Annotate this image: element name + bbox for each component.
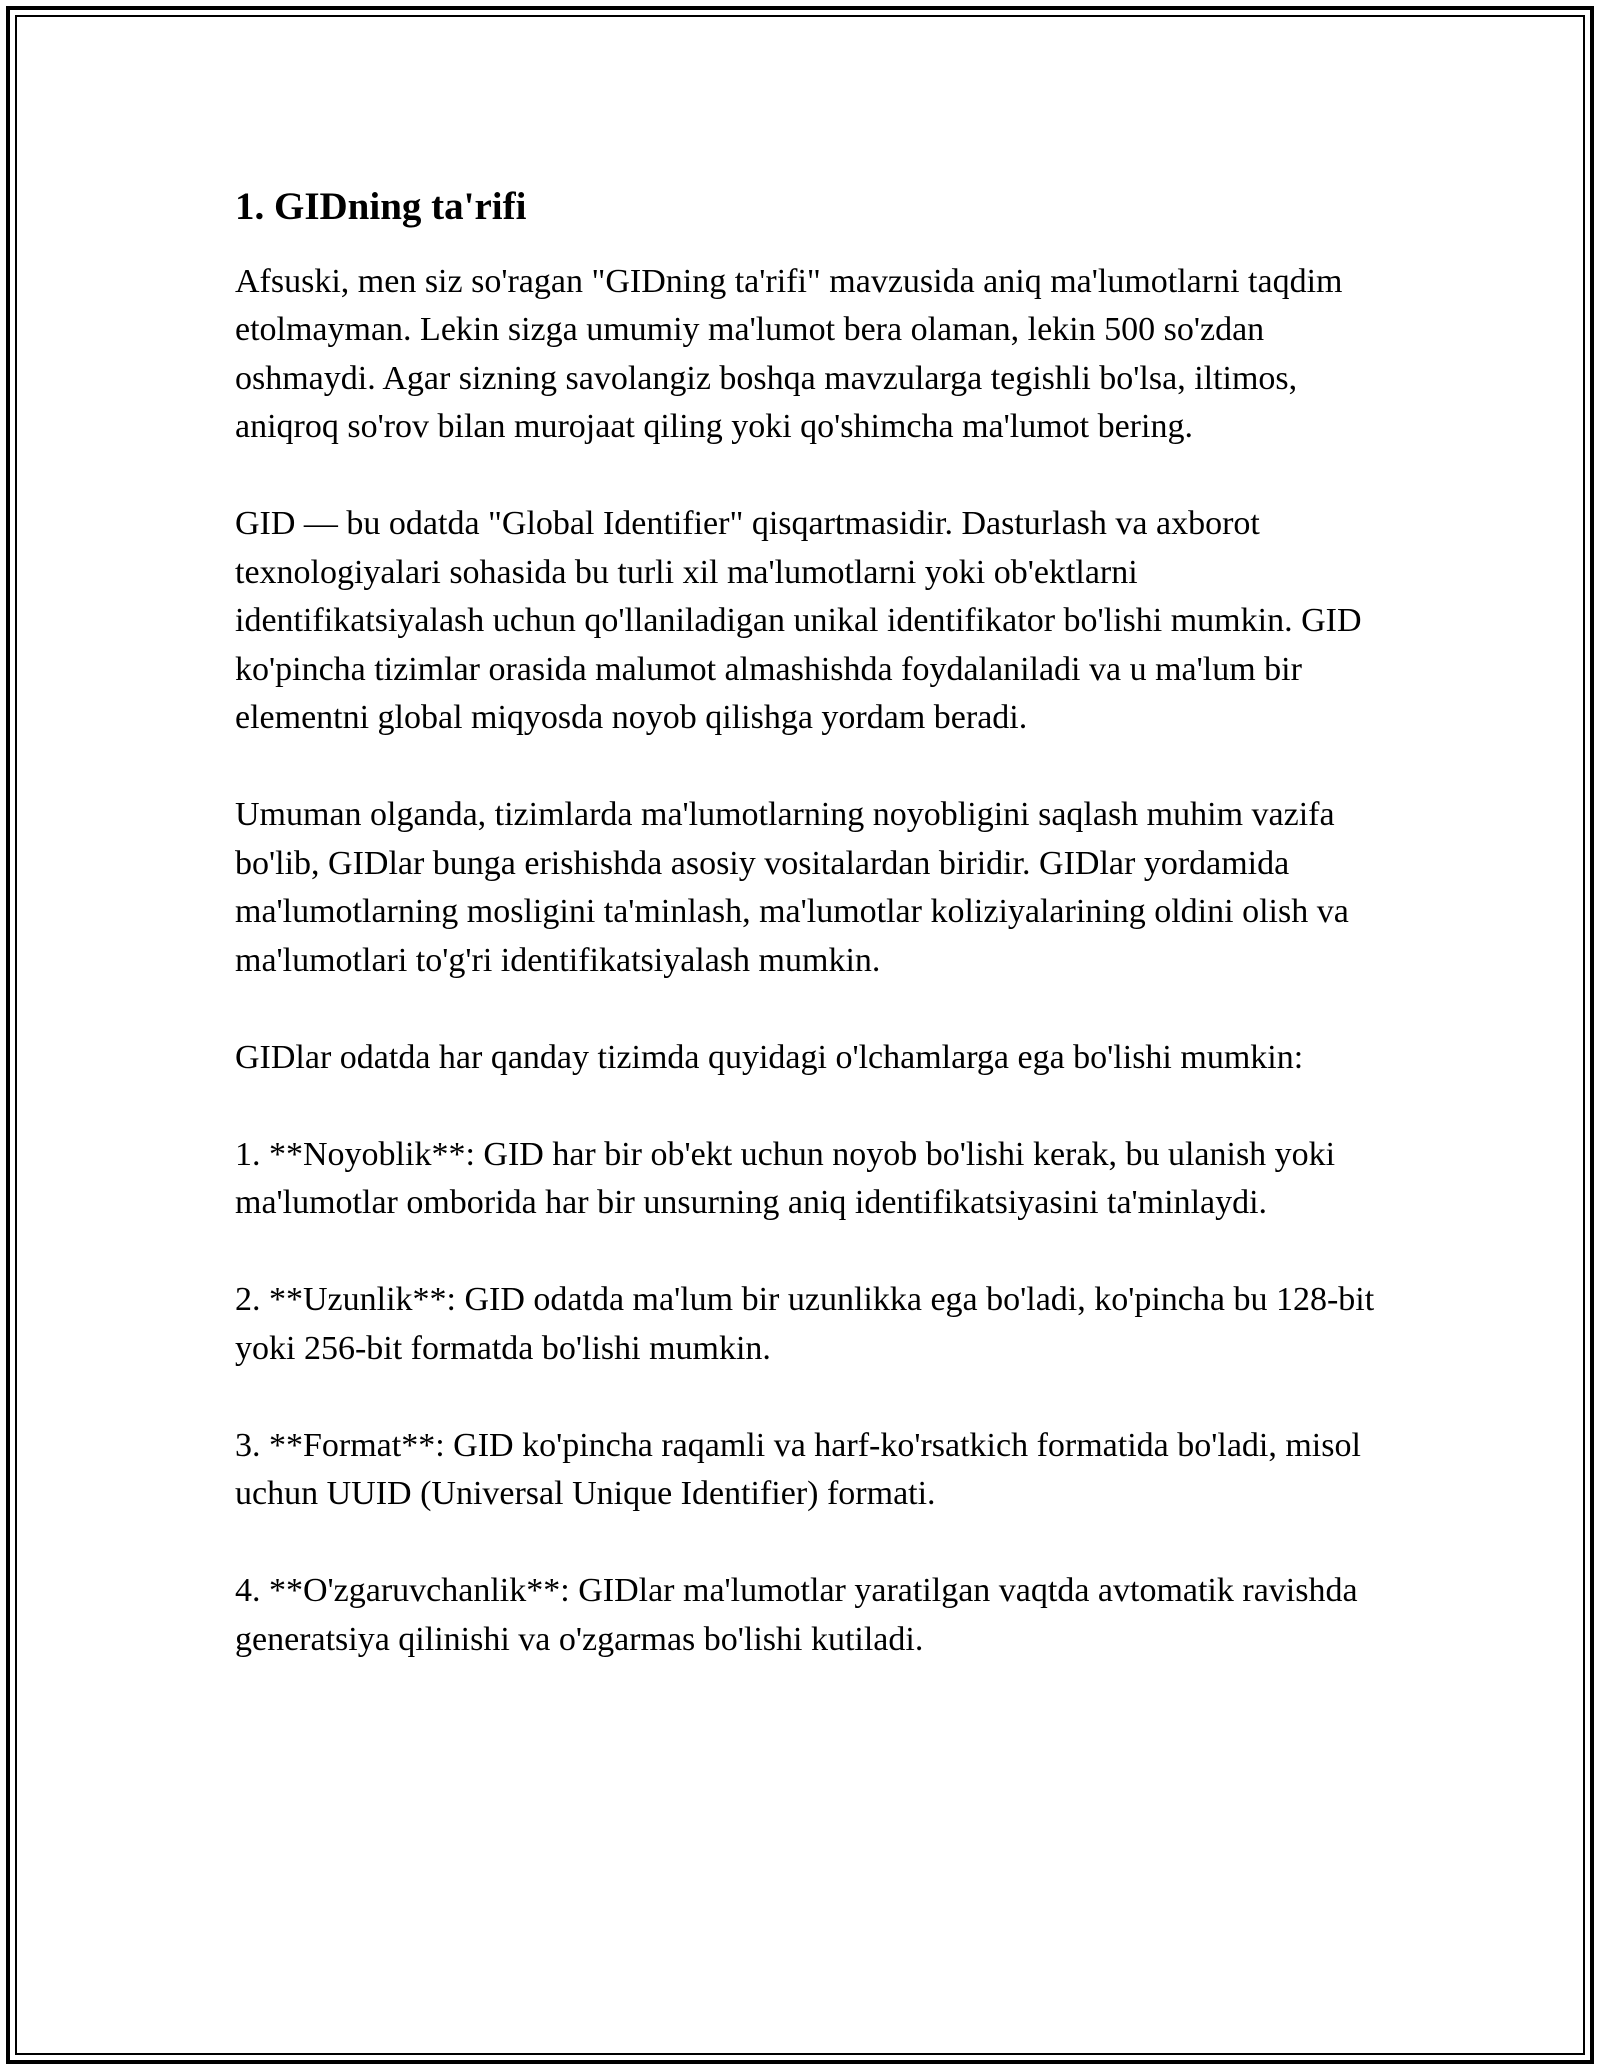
list-item-immutability: 4. **O'zgaruvchanlik**: GIDlar ma'lumotlar yaratilgan vaqtda avtomatik ravishda generatsiya qilinishi va o'zgarmas bo'lishi kutiladi. <box>235 1572 1358 1658</box>
list-item-length: 2. **Uzunlik**: GID odatda ma'lum bir uzunlikka ega bo'ladi, ko'pincha bu 128-bit yoki 256-bit formatda bo'lishi mumkin. <box>235 1281 1375 1367</box>
paragraph-uniqueness-overview: Umuman olganda, tizimlarda ma'lumotlarning noyobligini saqlash muhim vazifa bo'lib, GIDlar bunga erishishda asosiy vositalardan biridir. GIDlar yordamida ma'lumotlarning mosligini ta'minlash, ma'lumotlar koliziyalarining oldini olish va ma'lumotlari to'g'ri identifikatsiyalash mumkin. <box>235 796 1349 979</box>
document-body <box>235 183 1385 1713</box>
paragraph-intro: Afsuski, men siz so'ragan "GIDning ta'rifi" mavzusida aniq ma'lumotlarni taqdim etolmayman. Lekin sizga umumiy ma'lumot bera olaman, lekin 500 so'zdan oshmaydi. Agar sizning savolangiz boshqa mavzularga tegishli bo'lsa, iltimos, aniqroq so'rov bilan murojaat qiling yoki qo'shimcha ma'lumot bering. <box>235 262 1343 446</box>
paragraph-gid-definition: GID — bu odatda "Global Identifier" qisqartmasidir. Dasturlash va axborot texnologiyalari sohasida bu turli xil ma'lumotlarni yoki ob'ektlarni identifikatsiyalash uchun qo'llaniladigan unikal identifikator bo'lishi mumkin. GID ko'pincha tizimlar orasida malumot almashishda foydalaniladi va u ma'lum bir elementni global miqyosda noyob qilishga yordam beradi. <box>235 505 1362 737</box>
list-item-uniqueness: 1. **Noyoblik**: GID har bir ob'ekt uchun noyob bo'lishi kerak, bu ulanish yoki ma'lumotlar omborida har bir unsurning aniq identifikatsiyasini ta'minlaydi. <box>235 1135 1336 1222</box>
section-heading: 1. GIDning ta'rifi <box>235 185 527 228</box>
list-item-format: 3. **Format**: GID ko'pincha raqamli va harf-ko'rsatkich formatida bo'ladi, misol uchun UUID (Universal Unique Identifier) formati. <box>235 1426 1361 1513</box>
paragraph-properties-intro: GIDlar odatda har qanday tizimda quyidagi o'lchamlarga ega bo'lishi mumkin: <box>235 1038 1304 1076</box>
